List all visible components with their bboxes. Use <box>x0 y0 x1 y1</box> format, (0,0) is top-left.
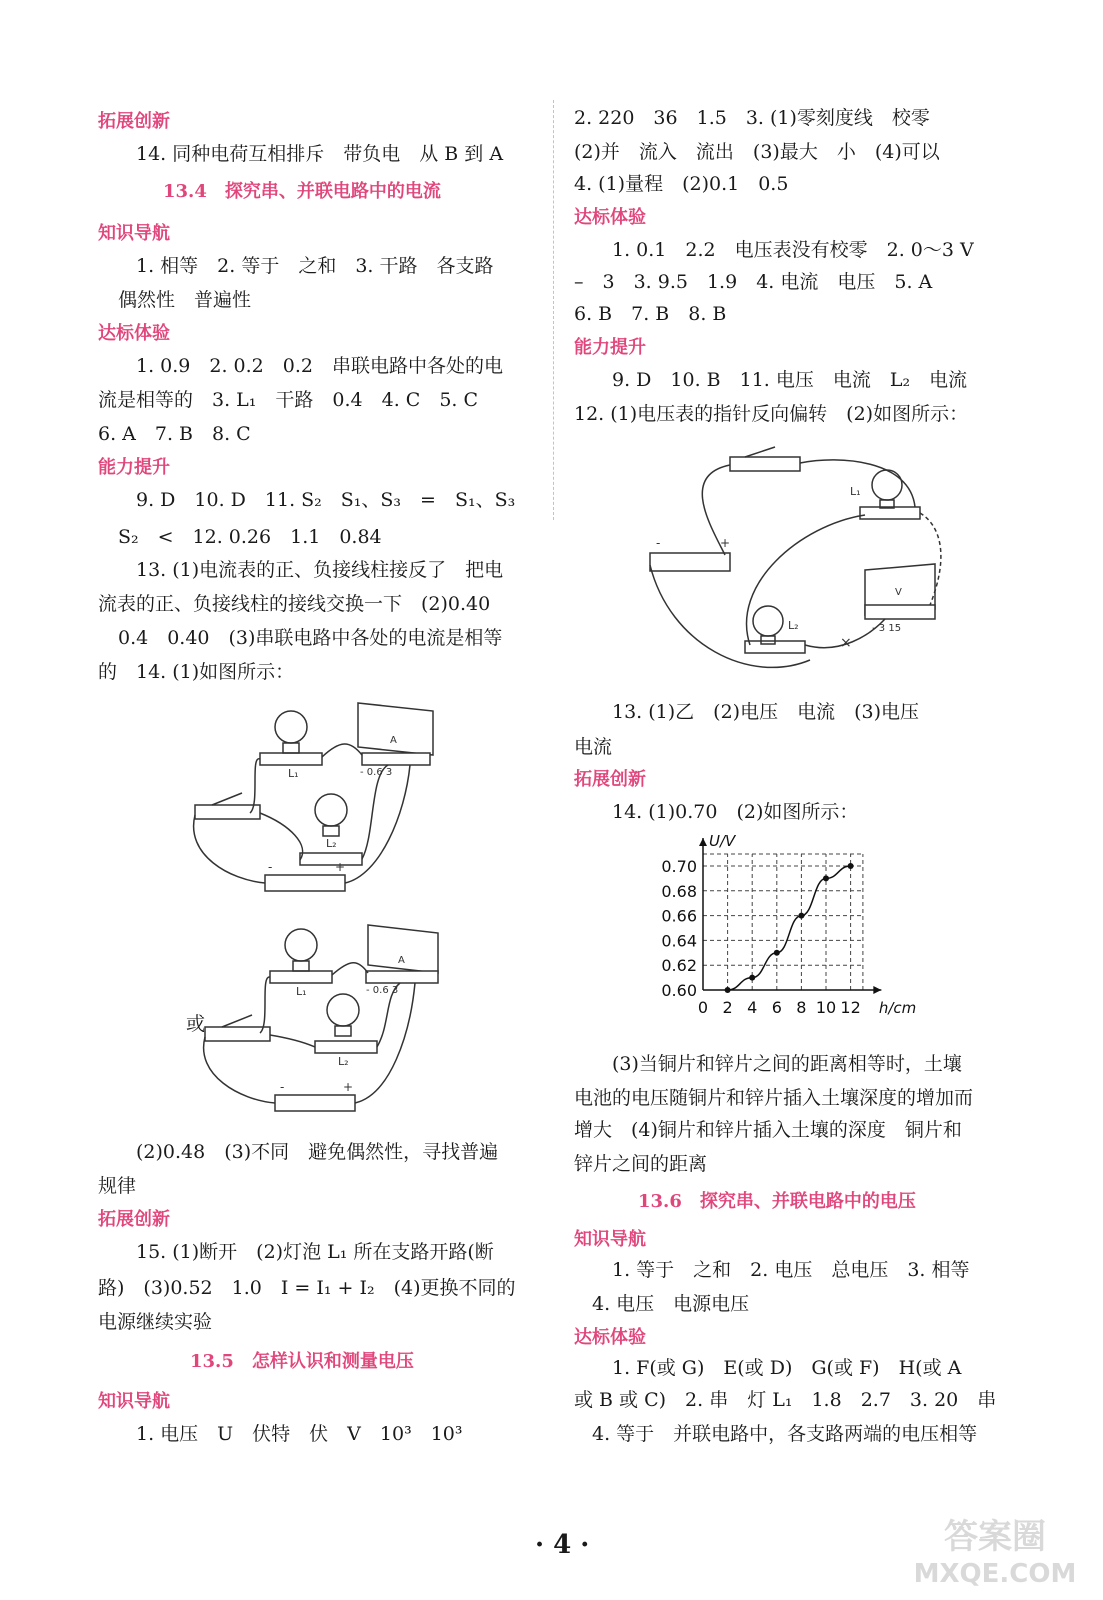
answer-line: 电池的电压随铜片和锌片插入土壤深度的增加而 <box>574 1087 974 1109</box>
fig1-plus: + <box>335 860 346 874</box>
data-point <box>798 913 804 919</box>
page-number: · 4 · <box>535 1530 590 1560</box>
y-tick-label: 0.68 <box>661 881 697 901</box>
y-axis-arrow <box>699 838 707 846</box>
data-point <box>749 975 755 981</box>
answer-line: 4. 等于 并联电路中，各支路两端的电压相等 <box>592 1423 978 1445</box>
answer-line: 1. 0.1 2.2 电压表没有校零 2. 0～3 V <box>612 239 974 261</box>
fig2-ammeter-label: A <box>398 955 405 966</box>
answer-line: 13. (1)电流表的正、负接线柱接反了 把电 <box>136 559 504 581</box>
answer-line: 14. (1)0.70 (2)如图所示： <box>612 801 859 823</box>
svg-text:答案圈: 答案圈 <box>944 1517 1046 1557</box>
answer-line: (2)并 流入 流出 (3)最大 小 (4)可以 <box>574 141 940 163</box>
fig2-plus: + <box>343 1080 354 1094</box>
answer-line: 1. F(或 G) E(或 D) G(或 F) H(或 A <box>612 1357 962 1379</box>
fig3-l1-label: L₁ <box>850 485 861 498</box>
x-tick-label: 12 <box>840 998 861 1017</box>
column-divider <box>553 100 555 520</box>
watermark-logo <box>895 1510 1095 1590</box>
answer-line: 1. 电压 U 伏特 伏 V 10³ 10³ <box>136 1423 463 1445</box>
or-label: 或 <box>186 1013 206 1035</box>
answer-line: 或 B 或 C) 2. 串 灯 L₁ 1.8 2.7 3. 20 串 <box>574 1389 997 1411</box>
answer-line: S₂ < 12. 0.26 1.1 0.84 <box>118 526 382 548</box>
x-tick-label: 8 <box>796 998 807 1017</box>
data-point <box>725 987 731 993</box>
y-axis-label: U/V <box>709 832 736 850</box>
answer-line: (3)当铜片和锌片之间的距离相等时，土壤 <box>612 1053 962 1075</box>
answer-14: 14. 同种电荷互相排斥 带负电 从 B 到 A <box>136 143 504 165</box>
y-tick-label: 0.62 <box>661 956 697 976</box>
answer-line: 2. 220 36 1.5 3. (1)零刻度线 校零 <box>574 107 930 129</box>
y-tick-label: 0.66 <box>661 906 697 926</box>
fig3-plus: + <box>720 536 731 550</box>
x-tick-label: 10 <box>815 998 837 1017</box>
fig1-l2-label: L₂ <box>326 837 337 850</box>
cross-mark: × <box>840 635 852 651</box>
answer-line: 15. (1)断开 (2)灯泡 L₁ 所在支路开路(断 <box>136 1241 494 1263</box>
fig2-minus: - <box>280 1080 285 1094</box>
section-title-13-5: 13.5 怎样认识和测量电压 <box>190 1351 414 1372</box>
answer-line: 流表的正、负接线柱的接线交换一下 (2)0.40 <box>98 593 491 615</box>
fig3-voltmeter-label: V <box>895 587 902 598</box>
answer-line: 9. D 10. D 11. S₂ S₁、S₃ = S₁、S₃ <box>136 489 516 511</box>
y-tick-label: 0.64 <box>661 931 697 951</box>
answer-line: 流是相等的 3. L₁ 干路 0.4 4. C 5. C <box>98 389 479 411</box>
fig1-scale-label: - 0.6 3 <box>360 767 393 778</box>
u-h-chart <box>645 830 945 1045</box>
answer-line: 的 14. (1)如图所示： <box>98 661 295 683</box>
answer-line: 12. (1)电压表的指针反向偏转 (2)如图所示： <box>574 403 969 425</box>
heading-dabiao-2: 达标体验 <box>574 207 646 228</box>
heading-nengli-1: 能力提升 <box>98 457 170 478</box>
x-tick-label: 4 <box>747 998 758 1017</box>
fig2-l1-label: L₁ <box>296 985 307 998</box>
answer-line: (2)0.48 (3)不同 避免偶然性，寻找普遍 <box>136 1141 499 1163</box>
heading-zhishi-2: 知识导航 <box>98 1391 170 1412</box>
x-tick-label: 2 <box>722 998 733 1017</box>
x-tick-label: 6 <box>771 998 782 1017</box>
heading-dabiao-1: 达标体验 <box>98 323 170 344</box>
y-tick-label: 0.70 <box>661 857 697 876</box>
data-point <box>848 863 854 869</box>
y-tick-label: 0.60 <box>661 981 697 1000</box>
heading-nengli-2: 能力提升 <box>574 337 646 358</box>
data-point <box>823 875 829 881</box>
heading-zhishi-3: 知识导航 <box>574 1229 646 1250</box>
answer-line: – 3 3. 9.5 1.9 4. 电流 电压 5. A <box>574 271 933 293</box>
answer-line: 增大 (4)铜片和锌片插入土壤的深度 铜片和 <box>574 1119 962 1141</box>
answer-line: 1. 0.9 2. 0.2 0.2 串联电路中各处的电 <box>136 355 503 377</box>
answer-line: 9. D 10. B 11. 电压 电流 L₂ 电流 <box>612 369 968 391</box>
answer-line: 电源继续实验 <box>98 1311 213 1333</box>
answer-line: 6. A 7. B 8. C <box>98 423 251 445</box>
data-point <box>774 950 780 956</box>
svg-text:MXQE.COM: MXQE.COM <box>913 1559 1077 1589</box>
fig1-l1-label: L₁ <box>288 767 299 780</box>
x-axis-arrow <box>873 986 881 994</box>
fig3-scale-label: - 3 15 <box>872 623 902 634</box>
fig1-ammeter-label: A <box>390 735 397 746</box>
answer-line: 1. 等于 之和 2. 电压 总电压 3. 相等 <box>612 1259 970 1281</box>
heading-zhishi-1: 知识导航 <box>98 223 170 244</box>
fig1-minus: - <box>268 860 273 874</box>
answer-line: 0.4 0.40 (3)串联电路中各处的电流是相等 <box>118 627 503 649</box>
circuit-figure-3 <box>640 445 970 690</box>
answer-line: 路) (3)0.52 1.0 I = I₁ + I₂ (4)更换不同的 <box>98 1277 516 1299</box>
answer-line: 4. 电压 电源电压 <box>592 1293 750 1315</box>
section-title-13-4: 13.4 探究串、并联电路中的电流 <box>163 181 441 202</box>
answer-line: 偶然性 普遍性 <box>118 289 252 311</box>
section-title-13-6: 13.6 探究串、并联电路中的电压 <box>638 1191 916 1212</box>
data-curve <box>728 866 851 990</box>
heading-dabiao-3: 达标体验 <box>574 1327 646 1348</box>
answer-line: 6. B 7. B 8. B <box>574 303 727 325</box>
heading-tuozhan-3: 拓展创新 <box>574 769 646 790</box>
answer-line: 锌片之间的距离 <box>574 1153 708 1175</box>
heading-tuozhan-1: 拓展创新 <box>98 111 170 132</box>
fig2-l2-label: L₂ <box>338 1055 349 1068</box>
answer-line: 13. (1)乙 (2)电压 电流 (3)电压 <box>612 701 919 723</box>
fig2-scale-label: - 0.6 3 <box>366 985 399 996</box>
answer-line: 电流 <box>574 736 613 758</box>
heading-tuozhan-2: 拓展创新 <box>98 1209 170 1230</box>
x-tick-label: 0 <box>697 998 709 1017</box>
fig3-minus: - <box>656 536 661 550</box>
answer-line: 4. (1)量程 (2)0.1 0.5 <box>574 173 789 195</box>
answer-line: 1. 相等 2. 等于 之和 3. 干路 各支路 <box>136 255 494 277</box>
circuit-figure-1 <box>190 695 450 900</box>
x-axis-label: h/cm <box>878 999 917 1017</box>
fig3-l2-label: L₂ <box>788 619 799 632</box>
circuit-figure-2 <box>200 915 460 1120</box>
answer-line: 规律 <box>98 1175 137 1197</box>
